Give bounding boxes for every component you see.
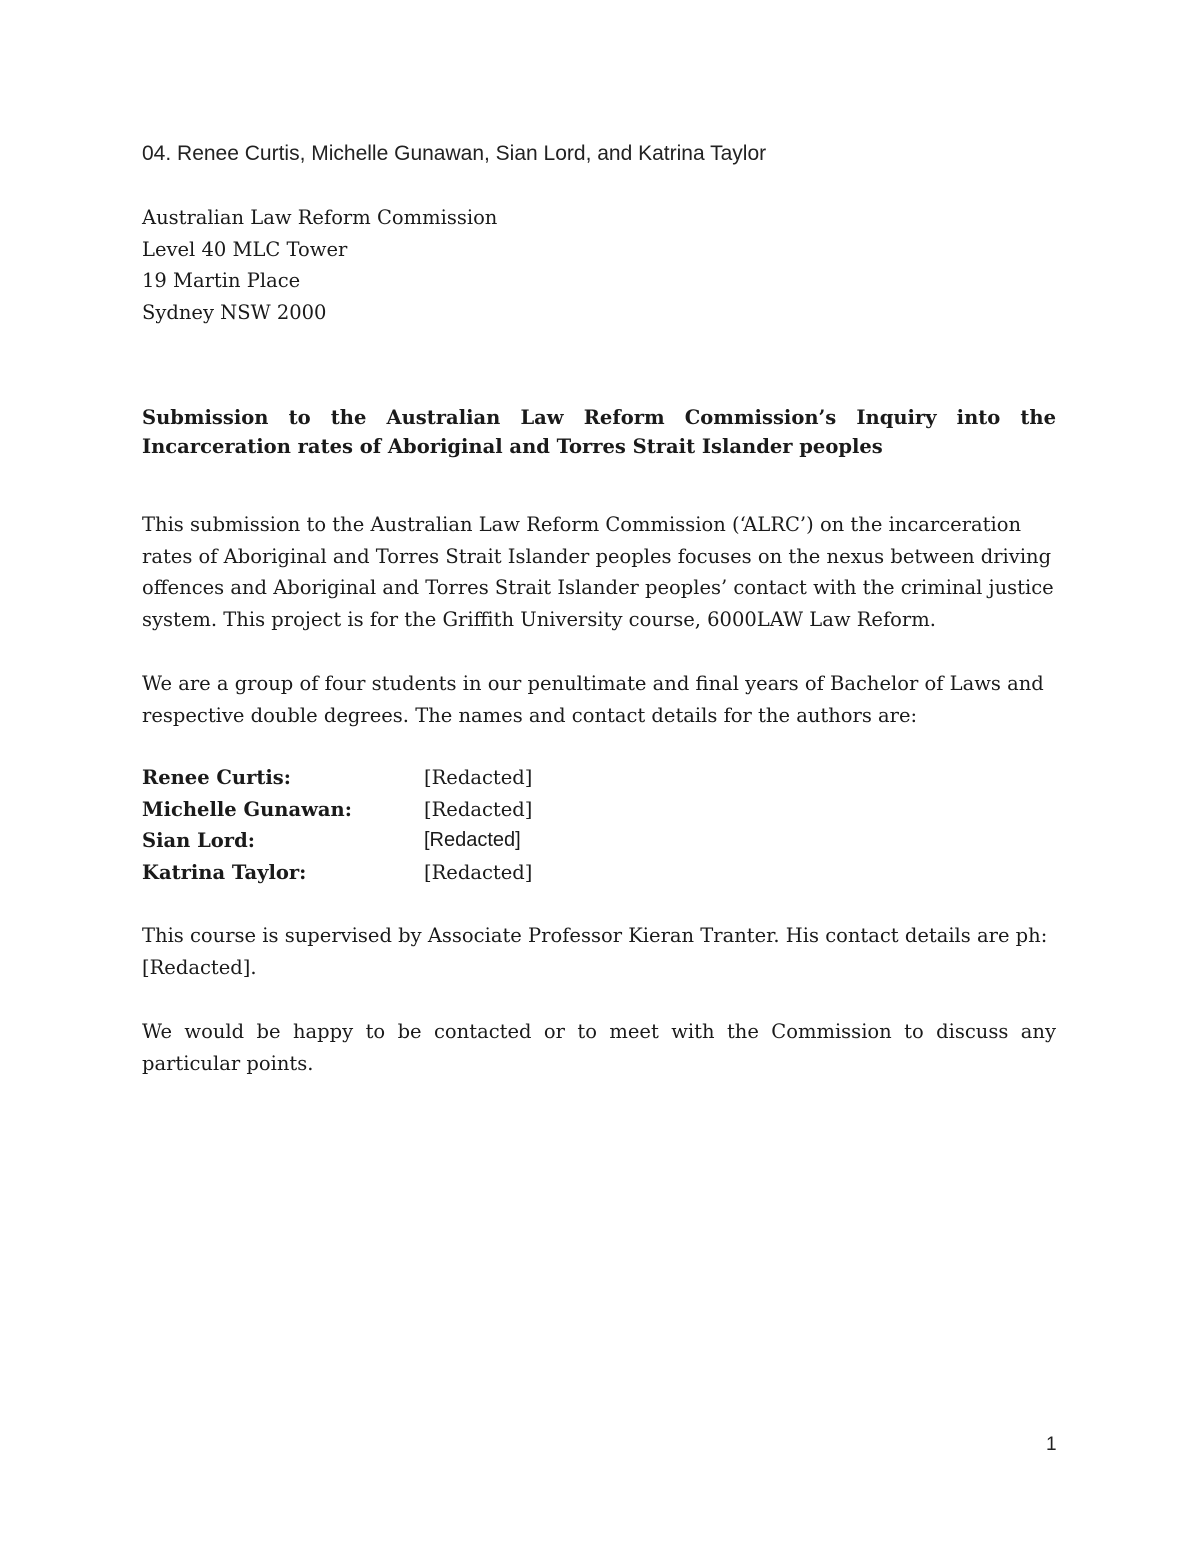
address-line-organisation: Australian Law Reform Commission [142, 206, 498, 229]
closing-paragraph-line-1: We would be happy to be contacted or to meet with the Commission to discuss any [142, 1020, 1056, 1043]
closing-paragraph-line-2: particular points. [142, 1051, 314, 1075]
author-name: Katrina Taylor: [142, 860, 307, 884]
submission-title [142, 403, 1056, 461]
recipient-address [142, 202, 497, 328]
address-line-street: 19 Martin Place [142, 269, 301, 292]
author-name: Renee Curtis: [142, 766, 291, 789]
supervisor-paragraph: This course is supervised by Associate Professor Kieran Tranter. His contact details are ph: [Redacted]. [142, 924, 1048, 979]
document-header: 04. Renee Curtis, Michelle Gunawan, Sian Lord, and Katrina Taylor [142, 142, 767, 165]
author-row [142, 825, 642, 857]
intro-paragraph: This submission to the Australian Law Reform Commission (‘ALRC’) on the incarceration rates of Aboriginal and Torres Strait Islander peoples focuses on the nexus between driving offences and Aboriginal and Torres Strait Islander peoples’ contact with the criminal justice system. This project is for the Griffith University course, 6000LAW Law Reform. [142, 513, 1054, 631]
author-name: Michelle Gunawan: [142, 797, 352, 821]
author-row [142, 762, 642, 794]
author-contact: [Redacted] [424, 766, 533, 789]
authors-intro-paragraph: We are a group of four students in our penultimate and final years of Bachelor of Laws and respective double degrees. The names and contact details for the authors are: [142, 672, 1044, 727]
author-name: Sian Lord: [142, 829, 255, 852]
author-row [142, 794, 642, 826]
submission-title-line-1: Submission to the Australian Law Reform Commission’s Inquiry into the [142, 406, 1056, 429]
address-line-city: Sydney NSW 2000 [142, 300, 327, 324]
address-line-level: Level 40 MLC Tower [142, 237, 348, 261]
closing-paragraph [142, 1016, 1056, 1079]
author-row [142, 857, 642, 889]
authors-list [142, 762, 642, 888]
page-number: 1 [1046, 1434, 1057, 1455]
author-contact: [Redacted] [424, 860, 533, 884]
submission-title-line-2: Incarceration rates of Aboriginal and Torres Strait Islander peoples [142, 435, 883, 458]
author-contact: [Redacted] [424, 829, 521, 851]
author-contact: [Redacted] [424, 797, 533, 821]
